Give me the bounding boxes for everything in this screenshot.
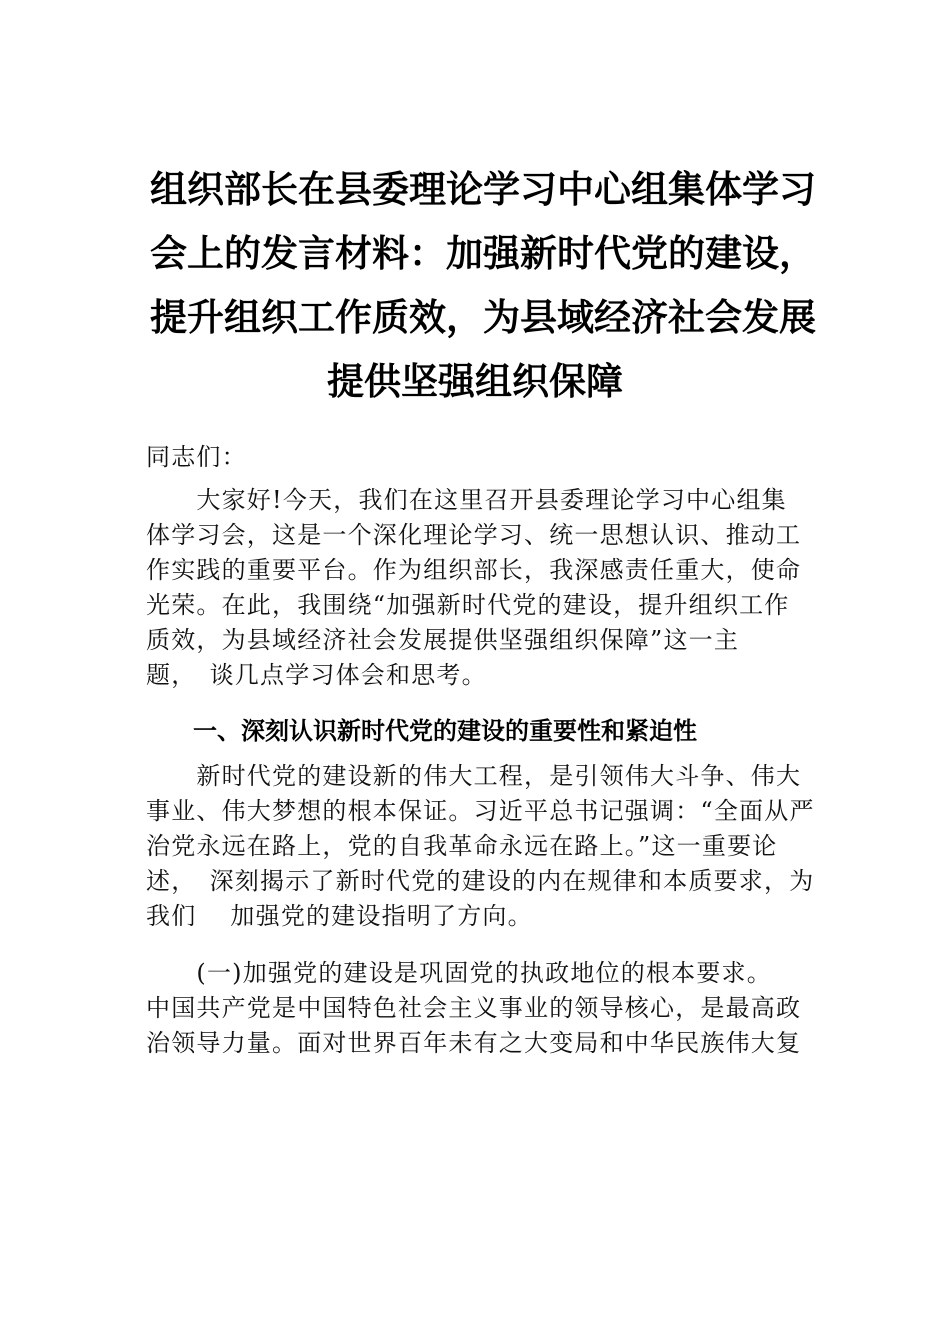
- title-line: 会上的发言材料：加强新时代党的建设，: [150, 232, 816, 275]
- section-heading-1: 一、深刻认识新时代党的建设的重要性和紧迫性: [193, 717, 697, 745]
- paragraph-line: 述， 深刻揭示了新时代党的建设的内在规律和本质要求，为: [146, 867, 815, 895]
- document-title: [150, 158, 816, 414]
- paragraph-line: 治党永远在路上，党的自我革命永远在路上。”这一重要论: [146, 832, 778, 860]
- paragraph-line: 我们 加强党的建设指明了方向。: [146, 902, 533, 930]
- title-line: 提升组织工作质效，为县域经济社会发展: [150, 296, 816, 339]
- salutation-text: 同志们：: [146, 443, 247, 471]
- paragraph-2: [146, 759, 836, 934]
- paragraph-3: [146, 956, 836, 1061]
- paragraph-line: 光荣。在此，我围绕“加强新时代党的建设，提升组织工作: [146, 591, 790, 619]
- paragraph-line: 事业、伟大梦想的根本保证。习近平总书记强调：“全面从严: [146, 797, 815, 825]
- title-line: 组织部长在县委理论学习中心组集体学习: [150, 168, 816, 211]
- title-line: 提供坚强组织保障: [327, 360, 623, 403]
- paragraph-line: 作实践的重要平台。作为组织部长，我深感责任重大，使命: [146, 556, 802, 584]
- paragraph-line: 新时代党的建设新的伟大工程，是引领伟大斗争、伟大: [146, 762, 802, 790]
- paragraph-line: 大家好!今天，我们在这里召开县委理论学习中心组集: [146, 486, 787, 514]
- paragraph-line: 治领导力量。面对世界百年未有之大变局和中华民族伟大复: [146, 1029, 802, 1057]
- salutation: [146, 440, 836, 475]
- paragraph-line: 中国共产党是中国特色社会主义事业的领导核心，是最高政: [146, 994, 802, 1022]
- paragraph-line: (一)加强党的建设是巩固党的执政地位的根本要求。: [146, 959, 772, 987]
- paragraph-1: [146, 483, 836, 693]
- paragraph-line: 体学习会，这是一个深化理论学习、统一思想认识、推动工: [146, 521, 802, 549]
- paragraph-line: 质效，为县域经济社会发展提供坚强组织保障”这一主: [146, 626, 740, 654]
- paragraph-line: 题， 谈几点学习体会和思考。: [146, 661, 487, 689]
